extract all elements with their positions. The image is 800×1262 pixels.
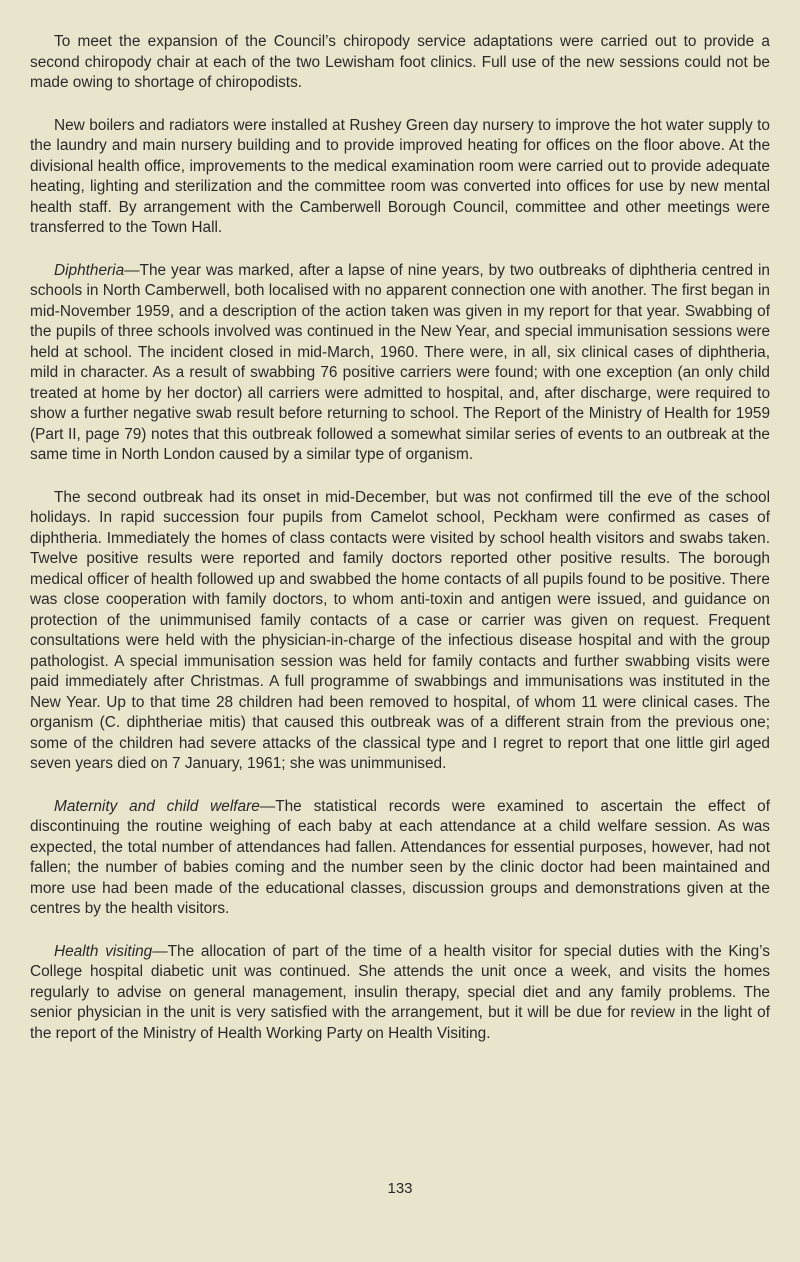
paragraph-text: To meet the expansion of the Council’s chiropody service adaptations were carried out to provide a second chiropody chair at each of the two Lewisham foot clinics. Full use of the new sessions could not be made owing to shortage of chiropodists. <box>30 33 770 91</box>
paragraph-health-visiting <box>30 942 770 1045</box>
page-number: 133 <box>387 1180 413 1197</box>
paragraph-diphtheria <box>30 261 770 466</box>
section-heading-diphtheria: Diphtheria— <box>54 261 140 279</box>
section-heading-maternity: Maternity and child welfare— <box>54 797 276 815</box>
document-page <box>30 32 770 1066</box>
paragraph-second-outbreak <box>30 488 770 775</box>
paragraph-text: The statistical records were examined to ascertain the effect of discontinuing the routine weighing of each baby at each attendance at a child welfare session. As was expected, the total number of attendances had fallen. Attendances for essential purposes, however, had not fallen; the number of babies coming and the number seen by the clinic doctor had been maintained and more use had been made of the educational classes, discussion groups and demonstrations given at the centres by the health visitors. <box>30 797 770 917</box>
section-heading-health-visiting: Health visiting— <box>54 942 168 960</box>
paragraph-boilers <box>30 116 770 239</box>
paragraph-text: The year was marked, after a lapse of nine years, by two outbreaks of diphtheria centred in schools in North Camberwell, both localised with no apparent connection one with another. The first began in mid-November 1959, and a description of the action taken was given in my report for that year. Swabbing of the pupils of three schools involved was continued in the New Year, and special immunisation sessions were held at school. The incident closed in mid-March, 1960. There were, in all, six clinical cases of diphtheria, mild in character. As a result of swabbing 76 positive carriers were found; with one exception (an only child treated at home by her doctor) all carriers were admitted to hospital, and, after discharge, were required to show a further negative swab result before returning to school. The Report of the Ministry of Health for 1959 (Part II, page 79) notes that this outbreak followed a somewhat similar series of events to an outbreak at the same time in North London caused by a similar type of organism. <box>30 261 770 463</box>
paragraph-text: New boilers and radiators were installed at Rushey Green day nursery to improve the hot water supply to the laundry and main nursery building and to provide improved heating for offices on the floor above. At the divisional health office, improvements to the medical examination room were carried out to provide adequate heating, lighting and sterilization and the committee room was converted into offices for use by new mental health staff. By arrangement with the Camberwell Borough Council, committee and other meetings were transferred to the Town Hall. <box>30 116 770 236</box>
paragraph-text: The second outbreak had its onset in mid-December, but was not confirmed till the eve of the school holidays. In rapid succession four pupils from Camelot school, Peckham were confirmed as cases of diphtheria. Immediately the homes of class contacts were visited by school health visitors and swabs taken. Twelve positive results were reported and family doctors reported other positive results. The borough medical officer of health followed up and swabbed the home contacts of all pupils found to be positive. There was close cooperation with family doctors, to whom anti-toxin and antigen were issued, and guidance on protection of the unimmunised family contacts of a case or carrier was given on request. Frequent consultations were held with the physician-in-charge of the infectious disease hospital and with the group pathologist. A special immunisation session was held for family contacts and further swabbing visits were paid immediately after Christmas. A full programme of swabbings and immunisations was instituted in the New Year. Up to that time 28 children had been removed to hospital, of whom 11 were clinical cases. The organism (C. diphtheriae mitis) that caused this outbreak was of a different strain from the previous one; some of the children had severe attacks of the classical type and I regret to report that one little girl aged seven years died on 7 January, 1961; she was unimmunised. <box>30 488 770 772</box>
paragraph-chiropody <box>30 32 770 94</box>
paragraph-text: The allocation of part of the time of a health visitor for special duties with the King’s College hospital diabetic unit was continued. She attends the unit once a week, and visits the homes regularly to advise on general management, insulin therapy, special diet and any family problems. The senior physician in the unit is very satisfied with the arrangement, but it will be due for review in the light of the report of the Ministry of Health Working Party on Health Visiting. <box>30 942 770 1042</box>
paragraph-maternity <box>30 797 770 920</box>
